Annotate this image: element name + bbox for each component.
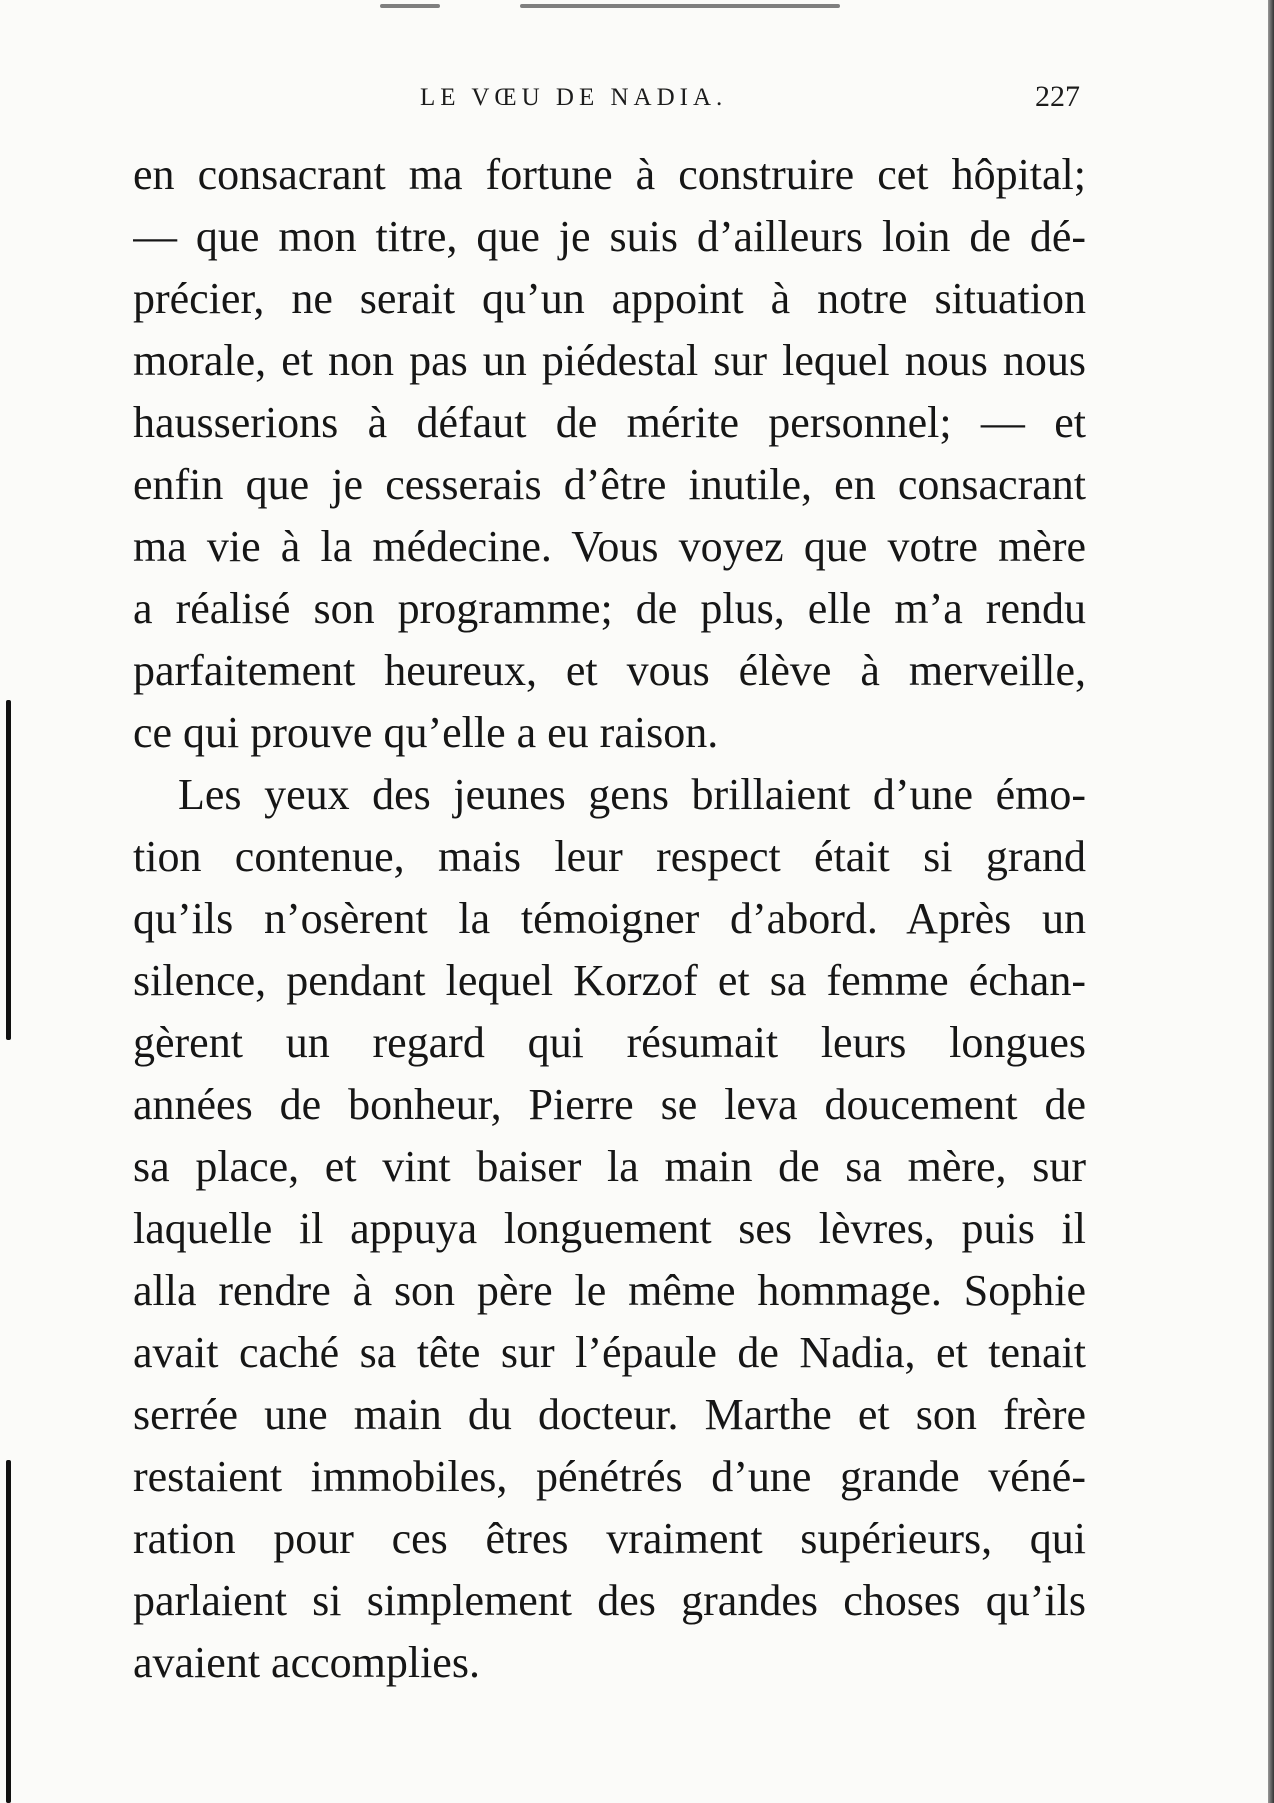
page-header bbox=[420, 80, 1080, 120]
body-text bbox=[133, 144, 1086, 1694]
text-line: — que mon titre, que je suis d’ailleurs loin de dé- bbox=[133, 212, 1086, 261]
text-line: restaient immobiles, pénétrés d’une grande véné- bbox=[133, 1452, 1086, 1501]
text-line: laquelle il appuya longuement ses lèvres, puis il bbox=[133, 1204, 1086, 1253]
top-edge-rule bbox=[520, 4, 840, 8]
text-line: a réalisé son programme; de plus, elle m’a rendu bbox=[133, 584, 1086, 633]
text-line: tion contenue, mais leur respect était si grand bbox=[133, 832, 1086, 881]
text-line: silence, pendant lequel Korzof et sa femme échan- bbox=[133, 956, 1086, 1005]
text-line: ma vie à la médecine. Vous voyez que votre mère bbox=[133, 522, 1086, 571]
text-line: parfaitement heureux, et vous élève à merveille, bbox=[133, 646, 1086, 695]
text-line: années de bonheur, Pierre se leva doucement de bbox=[133, 1080, 1086, 1129]
running-title: LE VŒU DE NADIA. bbox=[420, 84, 728, 111]
text-line: précier, ne serait qu’un appoint à notre situation bbox=[133, 274, 1086, 323]
paragraph bbox=[133, 144, 1086, 764]
text-line: avait caché sa tête sur l’épaule de Nadia, et tenait bbox=[133, 1328, 1086, 1377]
text-line: parlaient si simplement des grandes choses qu’ils bbox=[133, 1576, 1086, 1625]
top-edge-rule bbox=[380, 4, 440, 8]
paragraph bbox=[133, 764, 1086, 1694]
text-line: serrée une main du docteur. Marthe et son frère bbox=[133, 1390, 1086, 1439]
text-line: ration pour ces êtres vraiment supérieurs, qui bbox=[133, 1514, 1086, 1563]
text-line: enfin que je cesserais d’être inutile, en consacrant bbox=[133, 460, 1086, 509]
page-gutter-edge bbox=[1268, 0, 1274, 1803]
text-line: ce qui prouve qu’elle a eu raison. bbox=[133, 708, 719, 757]
margin-scan-mark bbox=[6, 1460, 11, 1803]
text-line: gèrent un regard qui résumait leurs longues bbox=[133, 1018, 1086, 1067]
text-line: alla rendre à son père le même hommage. Sophie bbox=[133, 1266, 1086, 1315]
text-line: en consacrant ma fortune à construire cet hôpital; bbox=[133, 150, 1086, 199]
margin-scan-mark bbox=[6, 700, 11, 1040]
text-line: avaient accomplies. bbox=[133, 1638, 480, 1687]
text-line: morale, et non pas un piédestal sur lequel nous nous bbox=[133, 336, 1086, 385]
text-line: sa place, et vint baiser la main de sa mère, sur bbox=[133, 1142, 1086, 1191]
page-number: 227 bbox=[1035, 80, 1080, 113]
text-line: Les yeux des jeunes gens brillaient d’une émo- bbox=[178, 770, 1086, 819]
text-line: hausserions à défaut de mérite personnel; — et bbox=[133, 398, 1086, 447]
text-line: qu’ils n’osèrent la témoigner d’abord. Après un bbox=[133, 894, 1086, 943]
